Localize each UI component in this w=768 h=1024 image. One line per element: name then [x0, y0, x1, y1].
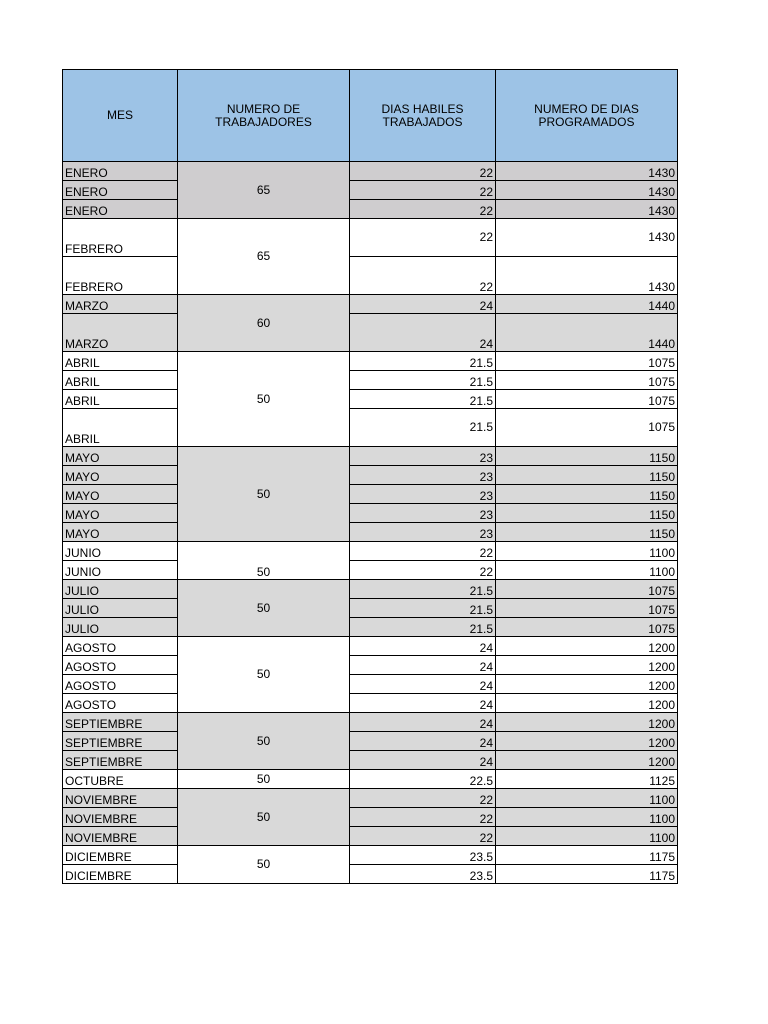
cell-dias-programados: 1100 [496, 542, 678, 561]
cell-dias-programados: 1075 [496, 390, 678, 409]
cell-dias-habiles: 21.5 [350, 409, 496, 447]
table-row [63, 865, 678, 884]
header-mes: MES [63, 70, 178, 162]
cell-numero-trabajadores: 50 [178, 542, 350, 580]
cell-mes: JUNIO [63, 561, 178, 580]
table-row [63, 637, 678, 656]
cell-dias-programados: 1440 [496, 314, 678, 352]
cell-dias-habiles: 21.5 [350, 599, 496, 618]
cell-mes: AGOSTO [63, 637, 178, 656]
cell-dias-programados: 1200 [496, 732, 678, 751]
cell-dias-programados: 1440 [496, 295, 678, 314]
cell-numero-trabajadores: 65 [178, 219, 350, 295]
cell-mes: ABRIL [63, 390, 178, 409]
table-row [63, 523, 678, 542]
cell-mes: MAYO [63, 447, 178, 466]
cell-dias-programados: 1075 [496, 409, 678, 447]
cell-mes: ABRIL [63, 371, 178, 390]
cell-dias-programados: 1100 [496, 808, 678, 827]
cell-mes: ENERO [63, 181, 178, 200]
table-row [63, 789, 678, 808]
table-row [63, 599, 678, 618]
table-row [63, 561, 678, 580]
cell-numero-trabajadores: 50 [178, 447, 350, 542]
table-row [63, 257, 678, 295]
table-row [63, 770, 678, 789]
cell-dias-habiles: 22 [350, 561, 496, 580]
cell-numero-trabajadores: 50 [178, 846, 350, 884]
table-row [63, 580, 678, 599]
table-row [63, 352, 678, 371]
cell-mes: DICIEMBRE [63, 846, 178, 865]
table-row [63, 618, 678, 637]
cell-mes: OCTUBRE [63, 770, 178, 789]
cell-mes: SEPTIEMBRE [63, 713, 178, 732]
cell-mes: AGOSTO [63, 675, 178, 694]
cell-dias-habiles: 24 [350, 751, 496, 770]
cell-mes: MAYO [63, 504, 178, 523]
table-row [63, 504, 678, 523]
header-dias-programados: NUMERO DE DIAS PROGRAMADOS [496, 70, 678, 162]
table-row [63, 713, 678, 732]
table-row [63, 447, 678, 466]
cell-mes: FEBRERO [63, 219, 178, 257]
table-row [63, 675, 678, 694]
cell-dias-programados: 1150 [496, 466, 678, 485]
cell-numero-trabajadores: 60 [178, 295, 350, 352]
cell-dias-habiles: 22 [350, 827, 496, 846]
cell-dias-programados: 1430 [496, 162, 678, 181]
table-row [63, 656, 678, 675]
cell-numero-trabajadores: 65 [178, 162, 350, 219]
cell-dias-habiles: 23 [350, 523, 496, 542]
table-row [63, 314, 678, 352]
cell-dias-programados: 1200 [496, 713, 678, 732]
cell-dias-programados: 1100 [496, 827, 678, 846]
cell-numero-trabajadores: 50 [178, 580, 350, 637]
cell-dias-programados: 1200 [496, 694, 678, 713]
cell-mes: FEBRERO [63, 257, 178, 295]
cell-numero-trabajadores: 50 [178, 352, 350, 447]
cell-dias-programados: 1075 [496, 580, 678, 599]
cell-mes: JULIO [63, 599, 178, 618]
cell-dias-habiles: 22 [350, 542, 496, 561]
cell-dias-programados: 1200 [496, 751, 678, 770]
cell-dias-habiles: 22.5 [350, 770, 496, 789]
cell-numero-trabajadores: 50 [178, 770, 350, 789]
cell-dias-habiles: 24 [350, 694, 496, 713]
header-row [63, 70, 678, 162]
cell-dias-programados: 1200 [496, 637, 678, 656]
cell-dias-habiles: 23 [350, 485, 496, 504]
cell-dias-habiles: 22 [350, 219, 496, 257]
cell-numero-trabajadores: 50 [178, 637, 350, 713]
cell-dias-programados: 1150 [496, 523, 678, 542]
cell-mes: SEPTIEMBRE [63, 732, 178, 751]
cell-mes: ABRIL [63, 352, 178, 371]
cell-dias-programados: 1150 [496, 485, 678, 504]
cell-dias-programados: 1200 [496, 656, 678, 675]
cell-dias-habiles: 22 [350, 257, 496, 295]
table-row [63, 390, 678, 409]
cell-mes: NOVIEMBRE [63, 827, 178, 846]
cell-dias-habiles: 21.5 [350, 580, 496, 599]
table-row [63, 295, 678, 314]
schedule-table [62, 69, 678, 884]
cell-dias-habiles: 24 [350, 713, 496, 732]
cell-numero-trabajadores: 50 [178, 789, 350, 846]
cell-dias-programados: 1075 [496, 618, 678, 637]
cell-dias-programados: 1175 [496, 846, 678, 865]
cell-mes: MARZO [63, 295, 178, 314]
cell-dias-habiles: 24 [350, 295, 496, 314]
cell-dias-programados: 1430 [496, 219, 678, 257]
cell-mes: SEPTIEMBRE [63, 751, 178, 770]
cell-dias-habiles: 24 [350, 314, 496, 352]
cell-dias-programados: 1200 [496, 675, 678, 694]
cell-mes: AGOSTO [63, 694, 178, 713]
cell-dias-habiles: 22 [350, 181, 496, 200]
cell-mes: AGOSTO [63, 656, 178, 675]
cell-dias-habiles: 22 [350, 162, 496, 181]
cell-mes: ABRIL [63, 409, 178, 447]
cell-mes: MAYO [63, 523, 178, 542]
cell-dias-programados: 1075 [496, 352, 678, 371]
table-row [63, 181, 678, 200]
header-numero-trabajadores: NUMERO DE TRABAJADORES [178, 70, 350, 162]
table-row [63, 371, 678, 390]
table-row [63, 466, 678, 485]
cell-dias-habiles: 22 [350, 808, 496, 827]
cell-dias-habiles: 24 [350, 675, 496, 694]
table-row [63, 409, 678, 447]
table-row [63, 751, 678, 770]
cell-dias-programados: 1150 [496, 504, 678, 523]
cell-dias-habiles: 21.5 [350, 371, 496, 390]
table-row [63, 846, 678, 865]
table-row [63, 162, 678, 181]
cell-mes: MAYO [63, 485, 178, 504]
table-row [63, 542, 678, 561]
cell-mes: JULIO [63, 580, 178, 599]
table-row [63, 694, 678, 713]
cell-dias-habiles: 23 [350, 466, 496, 485]
cell-dias-habiles: 21.5 [350, 390, 496, 409]
table-row [63, 808, 678, 827]
table-row [63, 485, 678, 504]
cell-dias-habiles: 21.5 [350, 352, 496, 371]
cell-dias-habiles: 23 [350, 504, 496, 523]
cell-dias-programados: 1100 [496, 789, 678, 808]
cell-mes: DICIEMBRE [63, 865, 178, 884]
cell-mes: ENERO [63, 162, 178, 181]
cell-mes: NOVIEMBRE [63, 808, 178, 827]
header-dias-habiles: DIAS HABILES TRABAJADOS [350, 70, 496, 162]
table-row [63, 732, 678, 751]
cell-dias-programados: 1075 [496, 371, 678, 390]
table-body [63, 162, 678, 884]
cell-mes: JUNIO [63, 542, 178, 561]
cell-dias-programados: 1430 [496, 257, 678, 295]
cell-dias-habiles: 22 [350, 200, 496, 219]
cell-dias-programados: 1430 [496, 181, 678, 200]
cell-numero-trabajadores: 50 [178, 713, 350, 770]
cell-dias-programados: 1175 [496, 865, 678, 884]
cell-dias-programados: 1430 [496, 200, 678, 219]
cell-dias-habiles: 24 [350, 656, 496, 675]
cell-dias-habiles: 22 [350, 789, 496, 808]
cell-mes: NOVIEMBRE [63, 789, 178, 808]
cell-dias-programados: 1075 [496, 599, 678, 618]
cell-dias-habiles: 24 [350, 637, 496, 656]
cell-dias-programados: 1150 [496, 447, 678, 466]
cell-mes: MARZO [63, 314, 178, 352]
cell-dias-habiles: 24 [350, 732, 496, 751]
cell-dias-habiles: 23.5 [350, 865, 496, 884]
table-row [63, 200, 678, 219]
cell-dias-programados: 1100 [496, 561, 678, 580]
cell-dias-programados: 1125 [496, 770, 678, 789]
table-row [63, 827, 678, 846]
cell-dias-habiles: 21.5 [350, 618, 496, 637]
cell-mes: JULIO [63, 618, 178, 637]
table-row [63, 219, 678, 257]
cell-mes: ENERO [63, 200, 178, 219]
cell-dias-habiles: 23 [350, 447, 496, 466]
cell-dias-habiles: 23.5 [350, 846, 496, 865]
cell-mes: MAYO [63, 466, 178, 485]
